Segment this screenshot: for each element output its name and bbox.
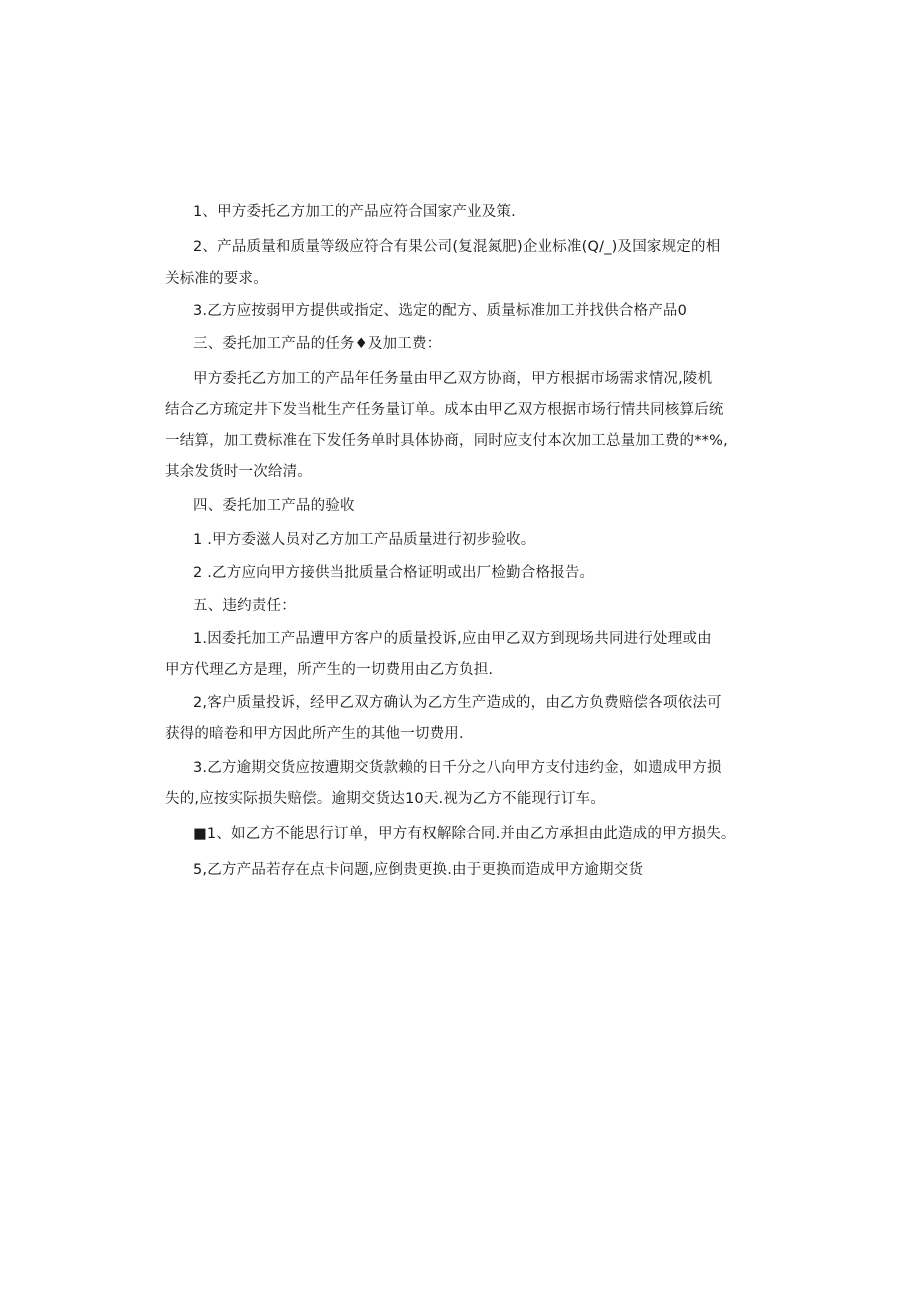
clause-5-3-continued: 失的,应按实际损失赔偿。逾期交货达10天.视为乙方不能现行订车。 <box>165 791 606 807</box>
clause-5-4: ■1、如乙方不能思行订单，甲方有权解除合同.并由乙方承担由此造成的甲方损失。 <box>193 826 736 842</box>
clause-5-2-continued: 获得的暗卷和甲方因此所产生的其他一切费用. <box>165 726 464 742</box>
section-3-paragraph-line-3: 一结算，加工费标准在下发任务单时具体协商，同时应支付本次加工总量加工费的**%, <box>165 433 728 449</box>
clause-1-1: 1、甲方委托乙方加工的产品应符合国家产业及策. <box>193 204 516 220</box>
section-heading-5: 五、违约责任： <box>193 598 296 614</box>
section-heading-3: 三、委托加工产品的任务♦及加工费： <box>193 336 442 352</box>
clause-4-2: 2 .乙方应向甲方接供当批质量合格证明或出厂检勤合格报告。 <box>193 565 595 581</box>
clause-1-2-continued: 关标准的要求。 <box>165 271 268 287</box>
clause-4-1: 1 .甲方委滋人员对乙方加工产品质量进行初步验收。 <box>193 532 536 548</box>
section-heading-4: 四、委托加工产品的验收 <box>193 498 355 514</box>
section-3-paragraph-line-2: 结合乙方琉定井下发当枇生产任务量订单。成本由甲乙双方根据市场行情共同核算后统 <box>165 402 724 418</box>
clause-1-2: 2、产品质量和质量等级应符合有果公司(复混氮肥)企业标准(Q/_)及国家规定的相 <box>193 239 721 255</box>
clause-1-3: 3.乙方应按弱甲方提供或指定、选定的配方、质量标准加工并找供合格产品0 <box>193 303 688 319</box>
clause-5-5: 5,乙方产品若存在点卡问题,应倒贵更换.由于更换而造成甲方逾期交货 <box>193 862 644 878</box>
clause-5-2: 2,客户质量投诉，经甲乙双方确认为乙方生产造成的，由乙方负费赔偿各项依法可 <box>193 695 722 711</box>
section-3-paragraph-line-1: 甲方委托乙方加工的产品年任务量由甲乙双方协商，甲方根据市场需求情况,陵机 <box>193 371 713 387</box>
section-3-paragraph-line-4: 其余发货时一次给清。 <box>165 464 312 480</box>
clause-5-1-continued: 甲方代理乙方是理，所产生的一切费用由乙方负担. <box>165 662 494 678</box>
clause-5-1: 1.因委托加工产品遭甲方客户的质量投诉,应由甲乙双方到现场共同进行处理或由 <box>193 631 712 647</box>
clause-5-3: 3.乙方逾期交货应按遭期交货款赖的日千分之八向甲方支付违约金，如遗成甲方损 <box>193 760 722 776</box>
